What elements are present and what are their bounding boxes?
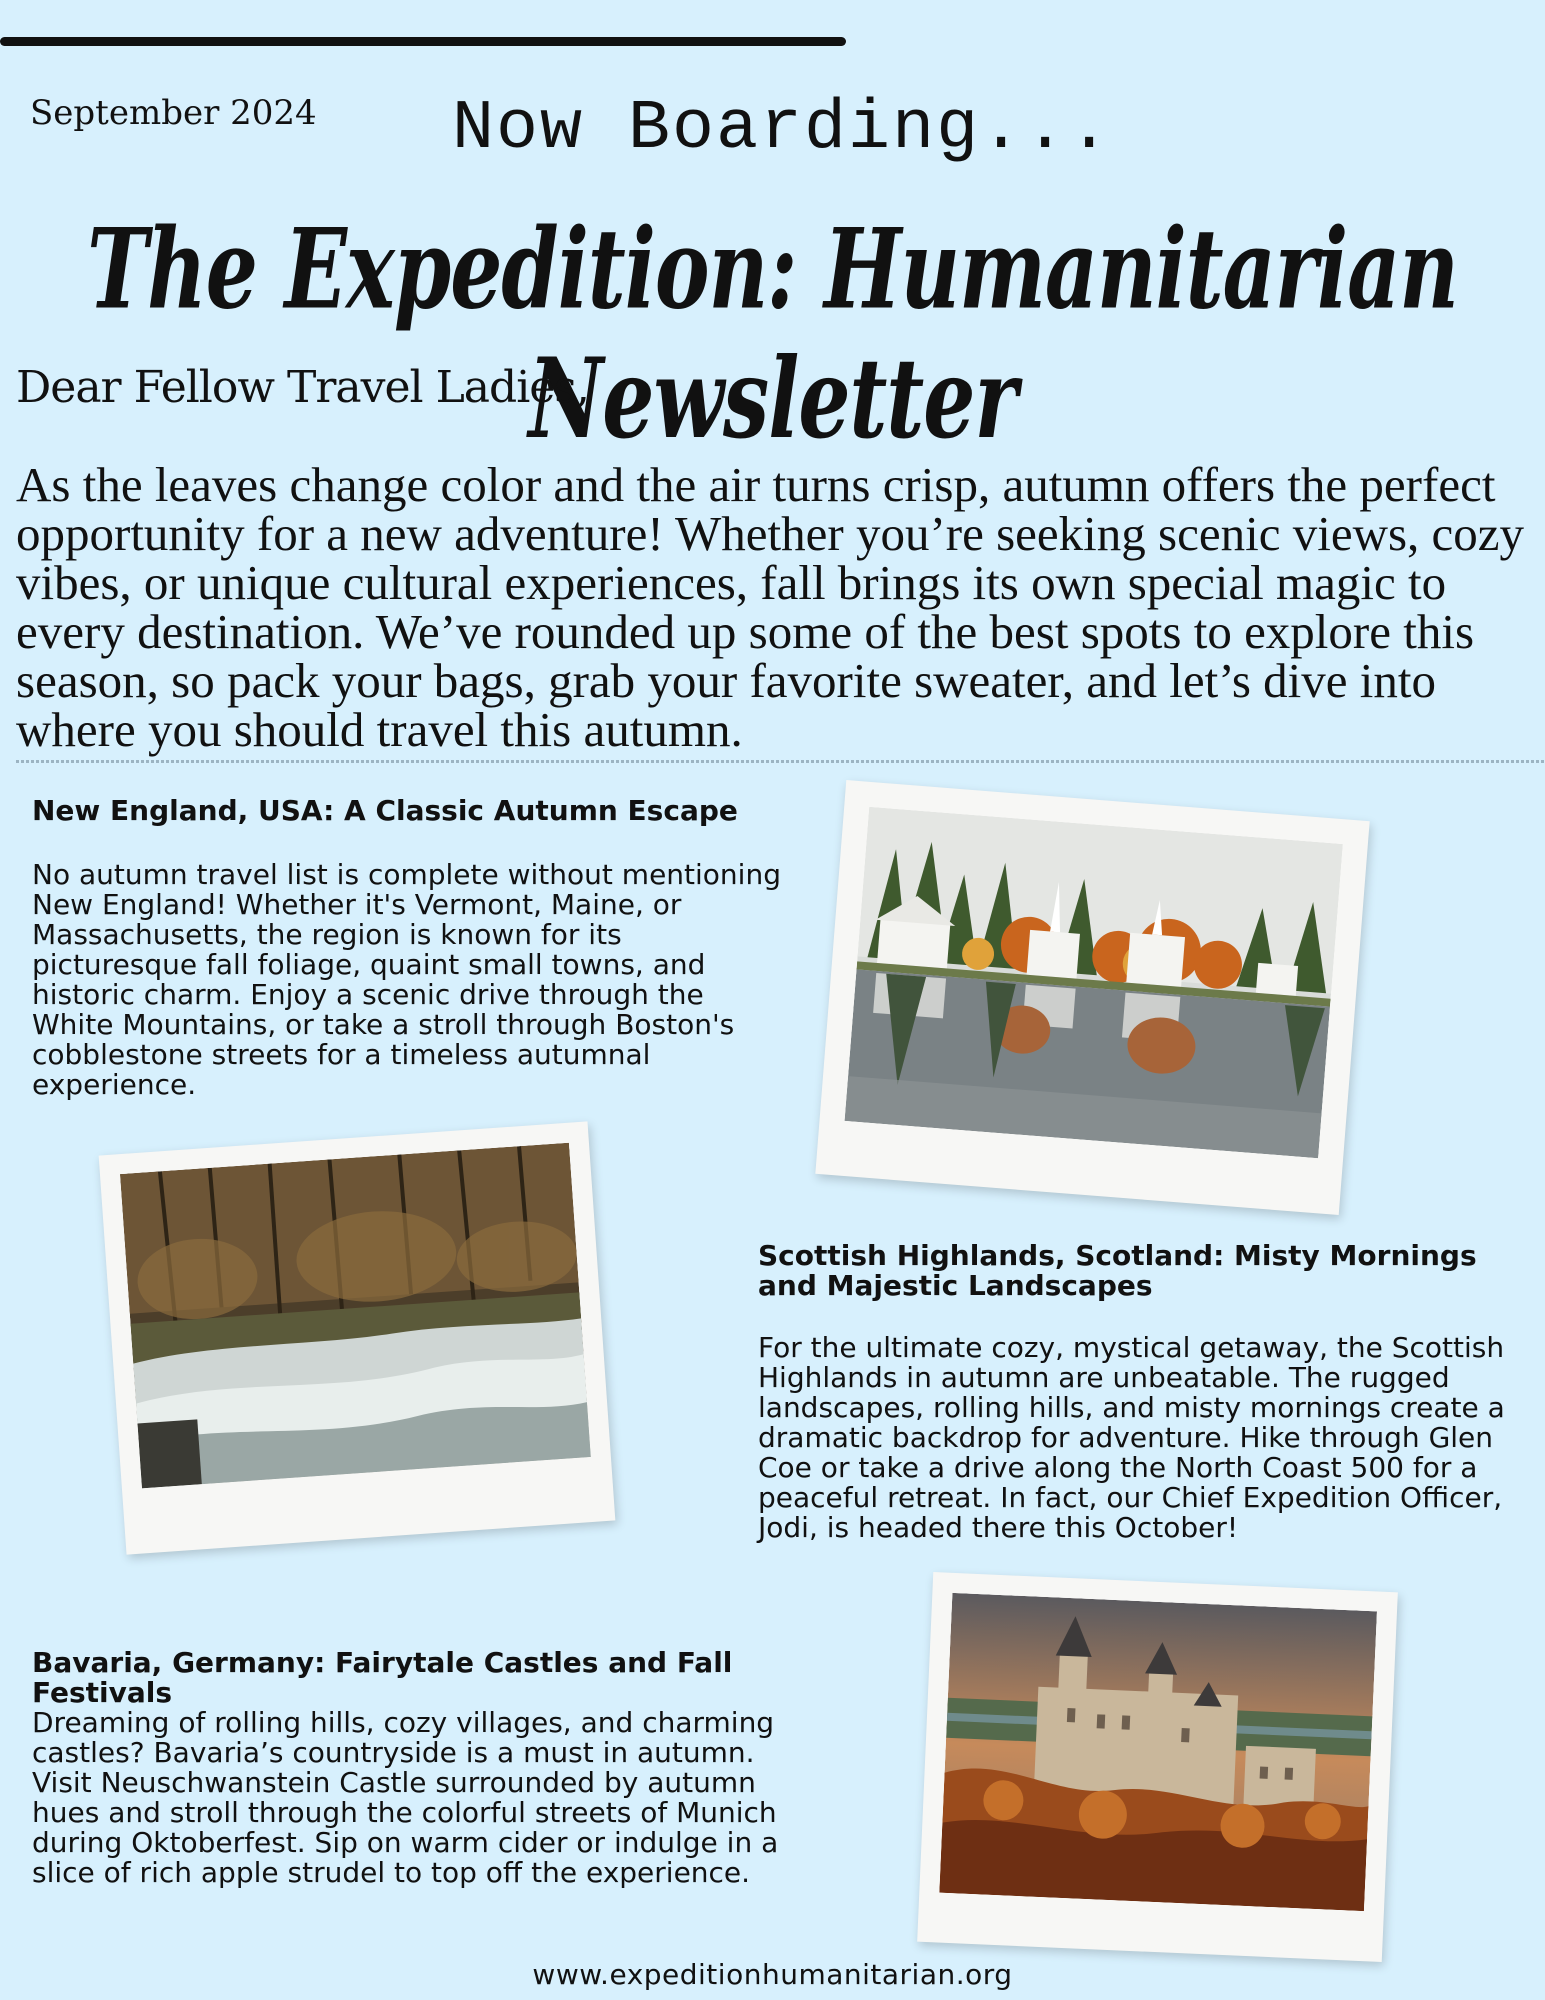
intro-paragraph: As the leaves change color and the air turns crisp, autumn offers the perfect opportunity for a new adventure! Whether you’re seeking scenic views, cozy vibes, or unique cultural experiences, fall brings its own special magic to every destination. We’ve rounded up some of the best spots to explore this season, so pack your bags, grab your favorite sweater, and let’s dive into where you should travel this autumn. xyxy=(16,457,1525,757)
section-title-bavaria: Bavaria, Germany: Fairytale Castles and Fall Festivals xyxy=(32,1646,733,1709)
photo-bavaria xyxy=(917,1572,1398,1962)
section-body-new-england: No autumn travel list is complete without mentioning New England! Whether it's Vermont, Maine, or Massachusetts, the region is known for its picturesque fall foliage, quaint small towns, and historic charm. Enjoy a scenic drive through the White Mountains, or take a stroll through Boston's cobblestone streets for a timeless autumnal experience. xyxy=(32,858,781,1101)
section-body-scottish-highlands: For the ultimate cozy, mystical getaway, the Scottish Highlands in autumn are unbeatable. The rugged landscapes, rolling hills, and misty mornings create a dramatic backdrop for adventure. Hike through Glen Coe or take a drive along the North Coast 500 for a peaceful retreat. In fact, our Chief Expedition Officer, Jodi, is headed there this October! xyxy=(758,1331,1505,1544)
tagline: Now Boarding... xyxy=(452,90,1113,169)
photo-new-england xyxy=(815,780,1369,1215)
photo-scottish-highlands-frame xyxy=(99,1121,616,1554)
newsletter-title: The Expedition: Humanitarian Newsletter xyxy=(87,205,1458,465)
issue-date: September 2024 xyxy=(30,93,317,133)
divider xyxy=(16,760,1544,763)
section-title-scottish-highlands: Scottish Highlands, Scotland: Misty Mornings and Majestic Landscapes xyxy=(758,1239,1477,1302)
section-body-bavaria: Dreaming of rolling hills, cozy villages, and charming castles? Bavaria’s countryside is a must in autumn. Visit Neuschwanstein Castle surrounded by autumn hues and stroll through the colorful streets of Munich during Oktoberfest. Sip on warm cider or indulge in a slice of rich apple strudel to top off the experience. xyxy=(32,1706,779,1889)
new-england-lake-image xyxy=(845,807,1343,1158)
website-link[interactable]: www.expeditionhumanitarian.org xyxy=(532,1958,1013,1991)
header-rule xyxy=(0,37,846,46)
waterfall-image xyxy=(120,1143,591,1489)
section-title-new-england: New England, USA: A Classic Autumn Escape xyxy=(32,794,738,827)
castle-image xyxy=(939,1593,1377,1911)
greeting: Dear Fellow Travel Ladies, xyxy=(16,362,589,413)
